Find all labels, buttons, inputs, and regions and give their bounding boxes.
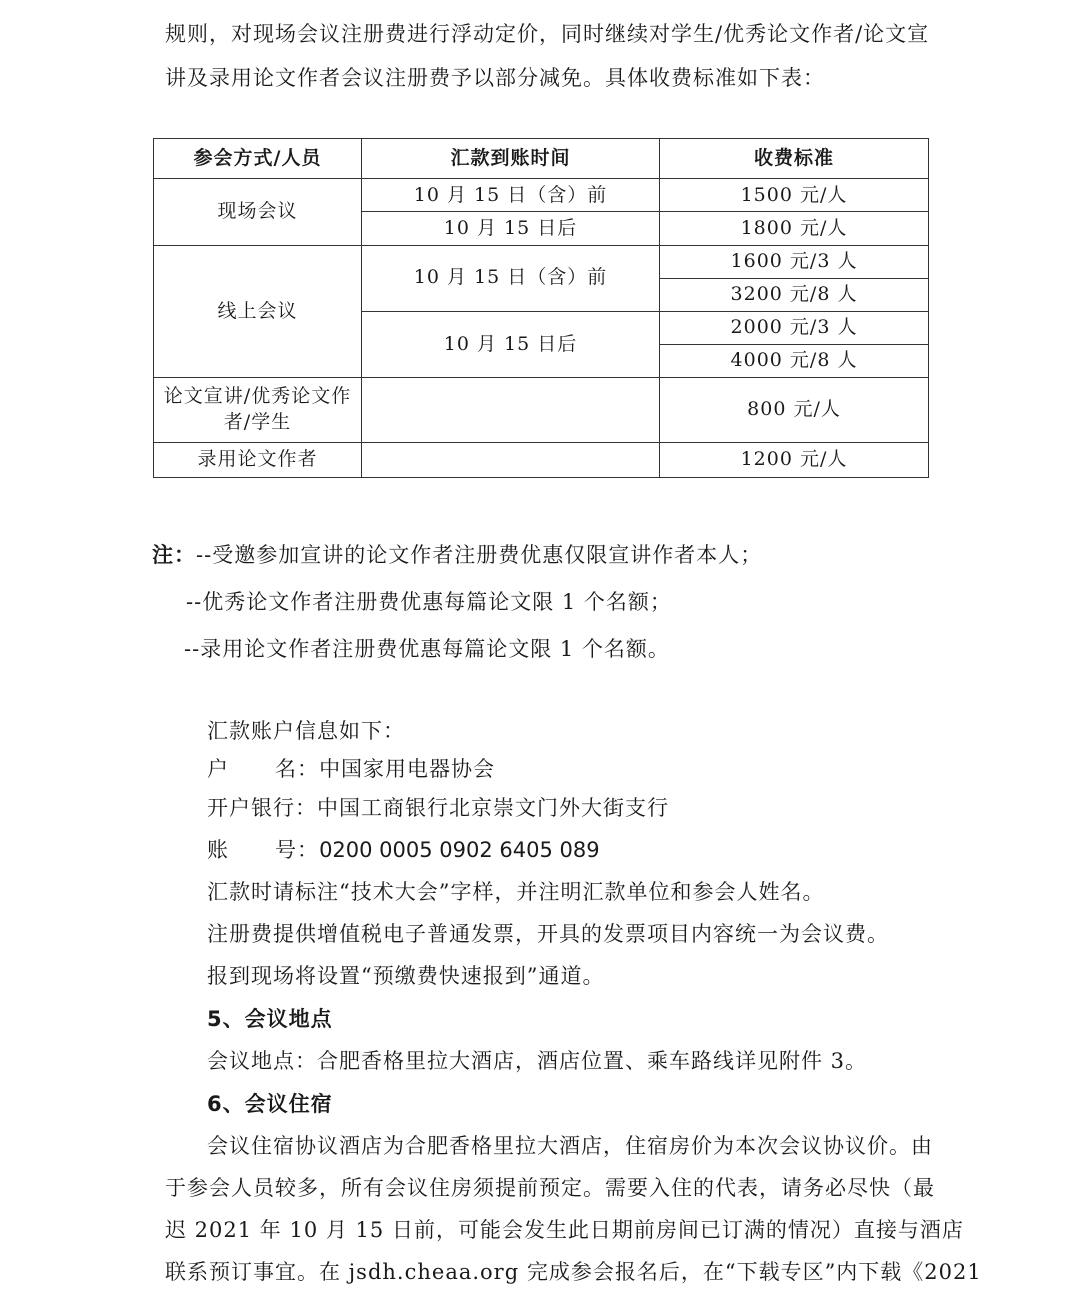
online-label: 线上会议 [154, 245, 362, 378]
section-6-line-4: 联系预订事宜。在 jsdh.cheaa.org 完成参会报名后，在“下载专区”内下载《2021 [165, 1260, 982, 1284]
intro-line-2: 讲及录用论文作者会议注册费予以部分减免。具体收费标准如下表： [165, 66, 825, 90]
online-time-early: 10 月 15 日（含）前 [362, 245, 660, 311]
special-time-accepted [362, 442, 660, 477]
account-name-value: 中国家用电器协会 [319, 757, 496, 781]
special-fee-presenter: 800 元/人 [660, 378, 929, 442]
header-attendance-type: 参会方式/人员 [154, 139, 362, 179]
table-row [154, 245, 929, 278]
table-row [154, 378, 929, 442]
special-time-presenter [362, 378, 660, 442]
intro-line-1: 规则，对现场会议注册费进行浮动定价，同时继续对学生/优秀论文作者/论文宣 [165, 22, 930, 46]
section-6-line-2: 于参会人员较多，所有会议住房须提前预定。需要入住的代表，请务必尽快（最 [165, 1176, 935, 1200]
account-number-value: 0200 0005 0902 6405 089 [319, 838, 600, 862]
section-6-title: 6、会议住宿 [207, 1092, 333, 1116]
online-fee-late-8: 4000 元/8 人 [660, 345, 929, 378]
account-remark-1: 汇款时请标注“技术大会”字样，并注明汇款单位和参会人姓名。 [207, 880, 825, 904]
note-item: --优秀论文作者注册费优惠每篇论文限 1 个名额； [186, 590, 672, 614]
note-item: --受邀参加宣讲的论文作者注册费优惠仅限宣讲作者本人； [196, 543, 763, 567]
special-label-presenter: 论文宣讲/优秀论文作者/学生 [154, 378, 362, 442]
account-heading: 汇款账户信息如下： [207, 719, 405, 743]
note-prefix: 注： [152, 542, 196, 567]
account-name-label: 户 名： [207, 757, 320, 781]
section-5-title: 5、会议地点 [207, 1007, 333, 1031]
note-line-1 [152, 539, 762, 569]
account-bank-value: 中国工商银行北京崇文门外大街支行 [317, 796, 669, 820]
online-fee-early-3: 1600 元/3 人 [660, 245, 929, 278]
table-row [154, 442, 929, 477]
section-5-body: 会议地点：合肥香格里拉大酒店，酒店位置、乘车路线详见附件 3。 [207, 1049, 868, 1073]
account-bank-line [207, 792, 669, 822]
onsite-label: 现场会议 [154, 179, 362, 245]
table-header-row [154, 139, 929, 179]
special-label-accepted: 录用论文作者 [154, 442, 362, 477]
onsite-time-late: 10 月 15 日后 [362, 212, 660, 245]
special-fee-accepted: 1200 元/人 [660, 442, 929, 477]
note-item: --录用论文作者注册费优惠每篇论文限 1 个名额。 [184, 637, 670, 661]
onsite-time-early: 10 月 15 日（含）前 [362, 179, 660, 212]
account-name-line [207, 753, 495, 783]
account-remark-3: 报到现场将设置“预缴费快速报到”通道。 [207, 964, 605, 988]
online-fee-late-3: 2000 元/3 人 [660, 311, 929, 344]
section-6-line-1: 会议住宿协议酒店为合肥香格里拉大酒店，住宿房价为本次会议协议价。由 [207, 1134, 933, 1158]
account-bank-label: 开户银行： [207, 796, 317, 820]
onsite-fee-early: 1500 元/人 [660, 179, 929, 212]
account-number-label: 账 号： [207, 838, 320, 862]
online-time-late: 10 月 15 日后 [362, 311, 660, 377]
table-row [154, 179, 929, 212]
onsite-fee-late: 1800 元/人 [660, 212, 929, 245]
header-payment-deadline: 汇款到账时间 [362, 139, 660, 179]
header-fee-standard: 收费标准 [660, 139, 929, 179]
account-remark-2: 注册费提供增值税电子普通发票，开具的发票项目内容统一为会议费。 [207, 922, 889, 946]
fee-table [153, 138, 929, 478]
account-number-line [207, 834, 600, 864]
online-fee-early-8: 3200 元/8 人 [660, 278, 929, 311]
section-6-line-3: 迟 2021 年 10 月 15 日前，可能会发生此日期前房间已订满的情况）直接与酒店 [165, 1218, 964, 1242]
